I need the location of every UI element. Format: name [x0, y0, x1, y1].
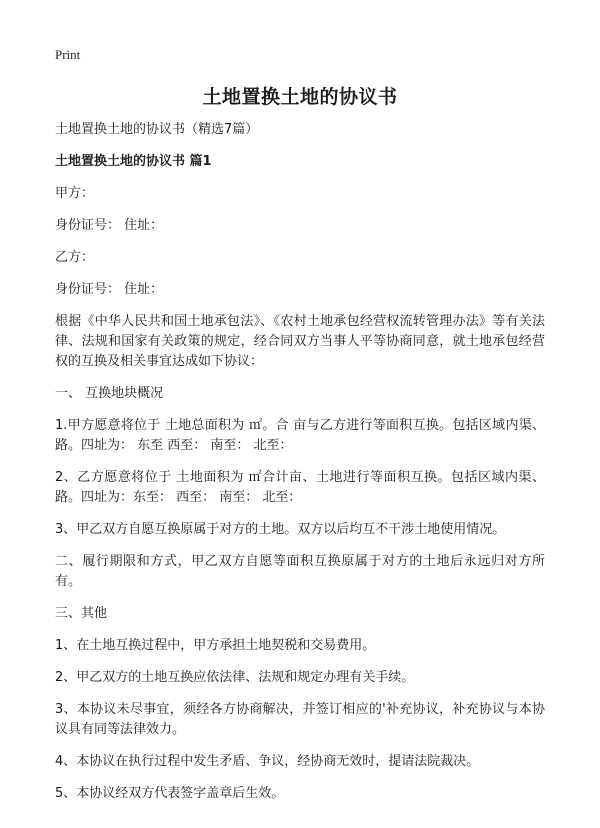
heading-land-overview: 一、 互换地块概况	[55, 386, 164, 401]
paragraph-other-4: 4、本协议在执行过程中发生矛盾、争议，经协商无效时，提请法院裁决。	[55, 754, 480, 769]
paragraph-clause-3: 3、甲乙双方自愿互换原属于对方的土地。双方以后均互不干涉土地使用情况。	[55, 522, 506, 537]
document-body	[55, 120, 545, 816]
paragraph-clause-1: 1.甲方愿意将位于 土地总面积为 ㎡。合 亩与乙方进行等面积互换。包括区域内渠、路。四址为： 东至 西至： 南至： 北至：	[55, 418, 545, 453]
paragraph-other-1: 1、在土地互换过程中，甲方承担土地契税和交易费用。	[55, 638, 376, 653]
paragraph-other-2: 2、甲乙双方的土地互换应依法律、法规和规定办理有关手续。	[55, 670, 415, 685]
document-title: 土地置换土地的协议书	[202, 86, 398, 108]
paragraph-preamble: 根据《中华人民共和国土地承包法》、《农村土地承包经营权流转管理办法》等有关法律、法规和国家有关政策的规定，经合同双方当事人平等协商同意，就土地承包经营权的互换及相关事宜达成如下协议：	[55, 314, 545, 369]
paragraph-other-5: 5、本协议经双方代表签字盖章后生效。	[55, 786, 285, 801]
paragraph-party-b-id: 身份证号： 住址：	[55, 282, 164, 297]
paragraph-clause-2: 2、乙方愿意将位于 土地面积为 ㎡合计亩、土地进行等面积互换。包括区域内渠、路。四址为：东至： 西至： 南至： 北至：	[55, 470, 545, 505]
paragraph-party-b: 乙方：	[55, 250, 95, 265]
paragraph-party-a: 甲方：	[55, 186, 95, 201]
heading-term-and-method: 二、履行期限和方式，甲乙双方自愿等面积互换原属于对方的土地后永远归对方所有。	[55, 554, 545, 589]
heading-other: 三、其他	[55, 606, 108, 621]
document-subtitle: 土地置换土地的协议书（精选7篇）	[55, 122, 259, 137]
paragraph-party-a-id: 身份证号： 住址：	[55, 218, 164, 233]
print-link[interactable]: Print	[55, 47, 81, 62]
section-title: 土地置换土地的协议书 篇1	[55, 154, 212, 169]
paragraph-other-3: 3、本协议未尽事宜，须经各方协商解决，并签订相应的'补充协议，补充协议与本协议具有同等法律效力。	[55, 702, 545, 737]
